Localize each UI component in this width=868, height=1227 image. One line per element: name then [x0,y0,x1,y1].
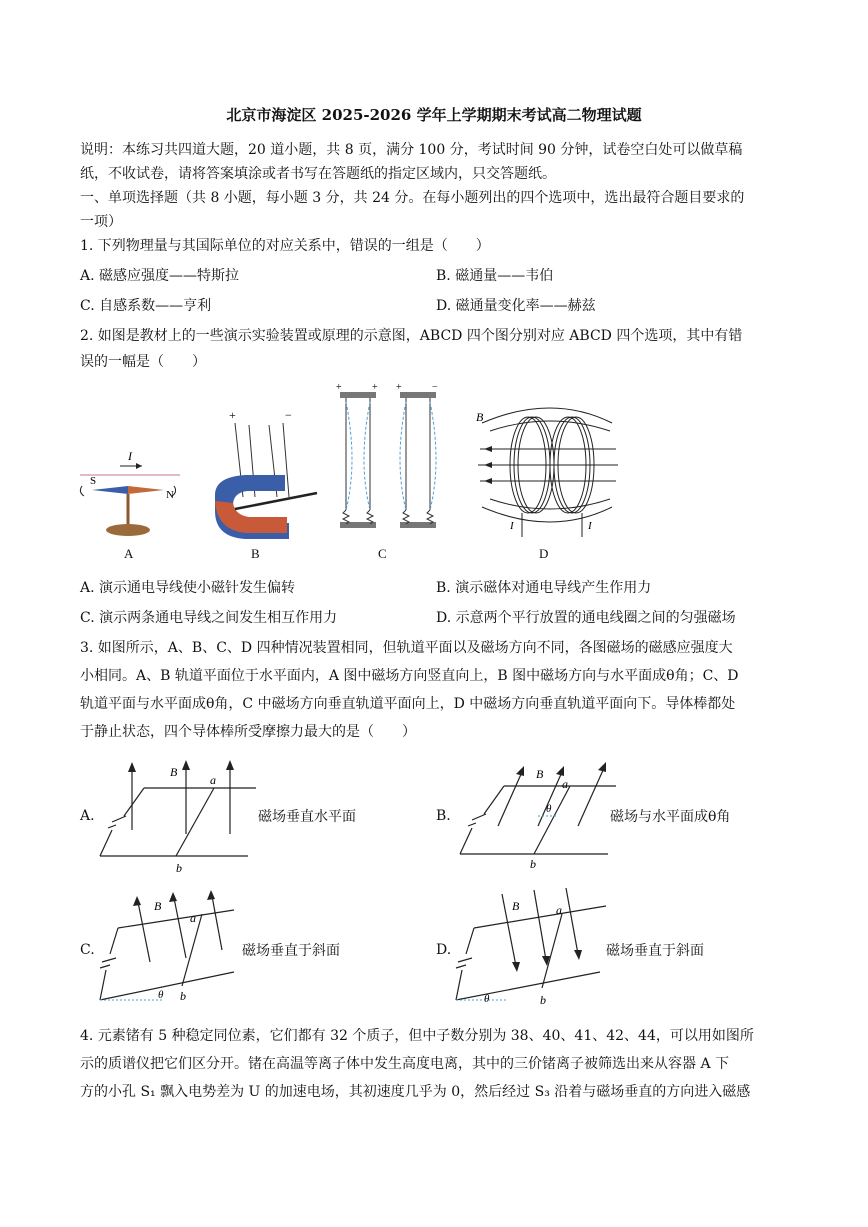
theta-label: θ [546,803,552,815]
q2-figure-b [205,405,320,545]
field-label: B [170,765,178,779]
current-label: I [588,520,592,532]
wire-pair-left [336,382,378,528]
point-a-label: a [190,911,196,925]
q2-option-a: A. 演示通电导线使小磁针发生偏转 [80,580,296,596]
point-a-label: a [556,903,562,917]
q2-figure-d [470,405,620,545]
q2-stem-line-1: 2. 如图是教材上的一些演示实验装置或原理的示意图，ABCD 四个图分别对应 ABCD 四个选项，其中有错 [80,328,743,344]
point-b-label: b [540,993,546,1007]
q2-figure-c-label: C [378,546,387,561]
theta-label: θ [158,989,164,1001]
q2-figure-b-label: B [251,546,260,561]
q4-line-2: 示的质谱仪把它们区分开。锗在高温等离子体中发生高度电离，其中的三价锗离子被筛选出来从容器 A 下 [80,1056,730,1072]
q1-option-a: A. 磁感应强度——特斯拉 [80,268,240,284]
point-b-label: b [530,857,536,871]
q3-figure-a [98,758,258,878]
q2-option-d: D. 示意两个平行放置的通电线圈之间的匀强磁场 [436,610,736,626]
q2-figure-d-label: D [539,546,549,561]
q4-line-3: 方的小孔 S₁ 飘入电势差为 U 的加速电场，其初速度几乎为 0，然后经过 S₃ 沿着与磁场垂直的方向进入磁感 [80,1084,751,1100]
q3-stem-line-4: 于静止状态，四个导体棒所受摩擦力最大的是（ ） [80,724,416,740]
q3-figure-c-label: C. [80,942,95,958]
theta-label: θ [484,993,490,1005]
q3-figure-c-note: 磁场垂直于斜面 [242,943,340,959]
intro-line-2: 纸，不收试卷，请将答案填涂或者书写在答题纸的指定区域内，只交答题纸。 [80,166,556,182]
section-heading-line-2: 一项） [80,214,122,230]
current-label: I [128,449,132,463]
point-a-label: a [562,777,568,791]
section-heading-line-1: 一、单项选择题（共 8 小题，每小题 3 分，共 24 分。在每小题列出的四个选项中，选出最符合题目要求的 [80,190,745,206]
plus-terminal: + [229,408,236,422]
q1-stem: 1. 下列物理量与其国际单位的对应关系中，错误的一组是（ ） [80,238,490,254]
q3-figure-d [454,884,614,1008]
q1-option-b: B. 磁通量——韦伯 [436,268,554,284]
q3-figure-c [98,888,258,1012]
q3-stem-line-1: 3. 如图所示，A、B、C、D 四种情况装置相同，但轨道平面以及磁场方向不同，各图磁场的磁感应强度大 [80,640,733,656]
q3-figure-b [458,758,618,878]
field-label: B [512,899,520,913]
q2-stem-line-2: 误的一幅是（ ） [80,354,206,370]
q3-figure-d-note: 磁场垂直于斜面 [606,943,704,959]
point-b-label: b [176,861,182,875]
wire-pair-right [396,382,438,528]
point-a-label: a [210,773,216,787]
intro-line-1: 说明：本练习共四道大题，20 道小题，共 8 页，满分 100 分，考试时间 90 分钟，试卷空白处可以做草稿 [80,142,743,158]
minus-terminal: − [432,382,438,393]
field-label: B [476,410,484,424]
q2-option-c: C. 演示两条通电导线之间发生相互作用力 [80,610,338,626]
q1-option-c: C. 自感系数——亨利 [80,298,212,314]
current-label: I [510,520,514,532]
q3-figure-b-label: B. [436,808,451,824]
page-title: 北京市海淀区 2025-2026 学年上学期期末考试高二物理试题 [226,106,642,124]
q3-stem-line-2: 小相同。A、B 轨道平面位于水平面内，A 图中磁场方向竖直向上，B 图中磁场方向与水平面成θ角；C、D [80,668,739,684]
q2-figure-a [70,440,190,550]
q4-line-1: 4. 元素锗有 5 种稳定同位素，它们都有 32 个质子，但中子数分别为 38、40、41、42、44，可以用如图所 [80,1028,754,1044]
north-pole-label: N [166,489,174,501]
south-pole-label: S [90,475,97,487]
plus-terminal: + [396,382,402,393]
point-b-label: b [180,989,186,1003]
q2-option-b: B. 演示磁体对通电导线产生作用力 [436,580,652,596]
minus-terminal: − [285,408,292,422]
plus-terminal: + [372,382,378,393]
q1-option-d: D. 磁通量变化率——赫兹 [436,298,596,314]
q2-figure-c [332,382,452,542]
q3-figure-a-note: 磁场垂直水平面 [258,809,356,825]
q3-figure-a-label: A. [80,808,95,824]
q3-figure-b-note: 磁场与水平面成θ角 [610,809,731,825]
plus-terminal: + [336,382,342,393]
q3-figure-d-label: D. [436,942,452,958]
q2-figure-a-label: A [124,546,134,561]
field-label: B [536,767,544,781]
q3-stem-line-3: 轨道平面与水平面成θ角，C 中磁场方向垂直轨道平面向上，D 中磁场方向垂直轨道平面向下。导体棒都处 [80,696,736,712]
field-label: B [154,899,162,913]
